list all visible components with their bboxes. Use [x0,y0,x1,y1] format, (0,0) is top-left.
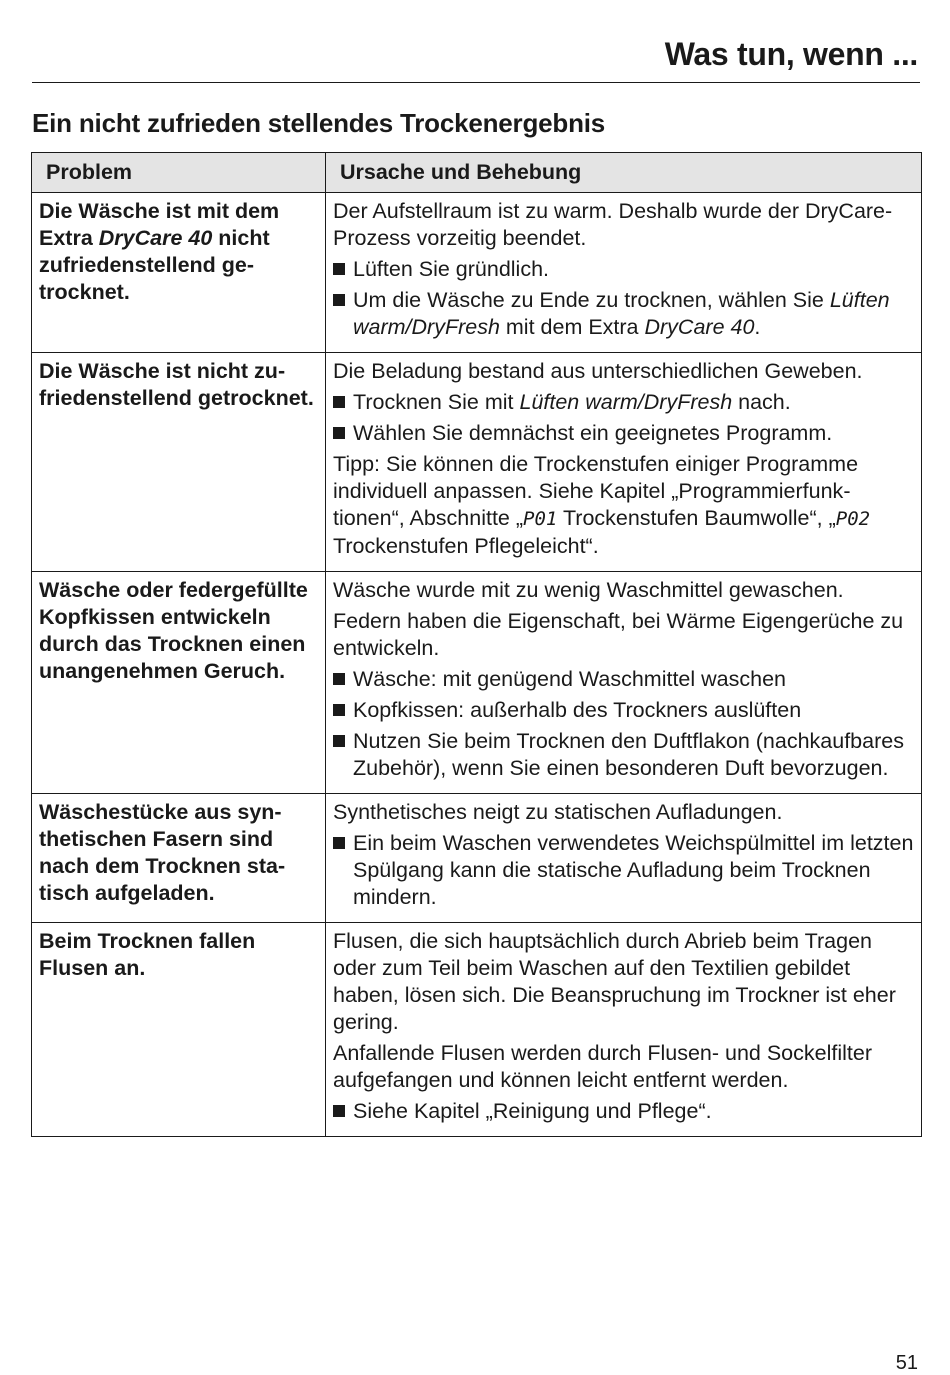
remedy-bullet: Wäsche: mit genügend Waschmittel waschen [333,666,914,693]
remedy-bullet: Kopfkissen: außerhalb des Trockners auslüften [333,697,914,724]
display-code: P02 [835,508,871,530]
cause-cell [326,353,922,572]
column-header-problem: Problem [32,153,326,193]
problem-cell: Wäsche oder federgefüllte Kopfkissen entwickeln durch das Trocknen einen unangenehmen Geruch. [32,572,326,794]
troubleshooting-table [31,152,922,1137]
cause-text: Der Aufstellraum ist zu warm. Deshalb wurde der DryCare-Prozess vorzeitig beendet. [333,199,893,250]
problem-cell: Die Wäsche ist nicht zufriedenstellend getrocknet. [32,353,326,572]
cause-cell [326,794,922,923]
problem-cell: Die Wäsche ist mit dem Extra DryCare 40 nicht zufriedenstellend getrocknet. [32,193,326,353]
problem-cell: Beim Trocknen fallen Flusen an. [32,923,326,1137]
cause-cell [326,193,922,353]
problem-cell: Wäschestücke aus synthetischen Fasern sind nach dem Trocknen statisch aufgeladen. [32,794,326,923]
remedy-bullet: Um die Wäsche zu Ende zu trocknen, wählen Sie Lüften warm/DryFresh mit dem Extra DryCare 40. [333,287,914,341]
cause-cell [326,572,922,794]
table-row [32,193,922,353]
cause-text: Wäsche wurde mit zu wenig Waschmittel gewaschen. [333,578,844,602]
page-number: 51 [895,1352,918,1374]
header-divider [32,82,920,83]
cause-text: Anfallende Flusen werden durch Flusen- und Sockelfilter aufgefangen und können leicht entfernt werden. [333,1041,872,1092]
tip-text: Tipp: Sie können die Trockenstufen einiger Programme individuell anpassen. Siehe Kapitel „Programmierfunktionen“, Abschnitte „P01 Trockenstufen Baumwolle“, „P02 Trockenstufen Pflegeleicht“. [333,452,871,558]
page-header-title: Was tun, wenn ... [664,36,918,72]
remedy-bullet: Wählen Sie demnächst ein geeignetes Programm. [333,420,914,447]
remedy-bullet: Trocknen Sie mit Lüften warm/DryFresh nach. [333,389,914,416]
table-row [32,572,922,794]
table-header-row [32,153,922,193]
cause-text: Synthetisches neigt zu statischen Aufladungen. [333,800,783,824]
remedy-bullet: Lüften Sie gründlich. [333,256,914,283]
cause-cell [326,923,922,1137]
section-title: Ein nicht zufrieden stellendes Trockenergebnis [32,108,606,138]
cause-text: Die Beladung bestand aus unterschiedlichen Geweben. [333,359,863,383]
display-code: P01 [523,508,558,530]
table-row [32,923,922,1137]
table-row [32,794,922,923]
remedy-bullet: Nutzen Sie beim Trocknen den Duftflakon (nachkaufbares Zubehör), wenn Sie einen besonderen Duft bevorzugen. [333,728,914,782]
remedy-bullet: Ein beim Waschen verwendetes Weichspülmittel im letzten Spülgang kann die statische Aufladung beim Trocknen mindern. [333,830,914,911]
cause-text: Flusen, die sich hauptsächlich durch Abrieb beim Tragen oder zum Teil beim Waschen auf den Textilien gebildet haben, lösen sich. Die Beanspruchung im Trockner ist eher gering. [333,929,896,1034]
column-header-cause: Ursache und Behebung [326,153,922,193]
remedy-bullet: Siehe Kapitel „Reinigung und Pflege“. [333,1098,914,1125]
cause-text: Federn haben die Eigenschaft, bei Wärme Eigengerüche zu entwickeln. [333,609,904,660]
table-row [32,353,922,572]
